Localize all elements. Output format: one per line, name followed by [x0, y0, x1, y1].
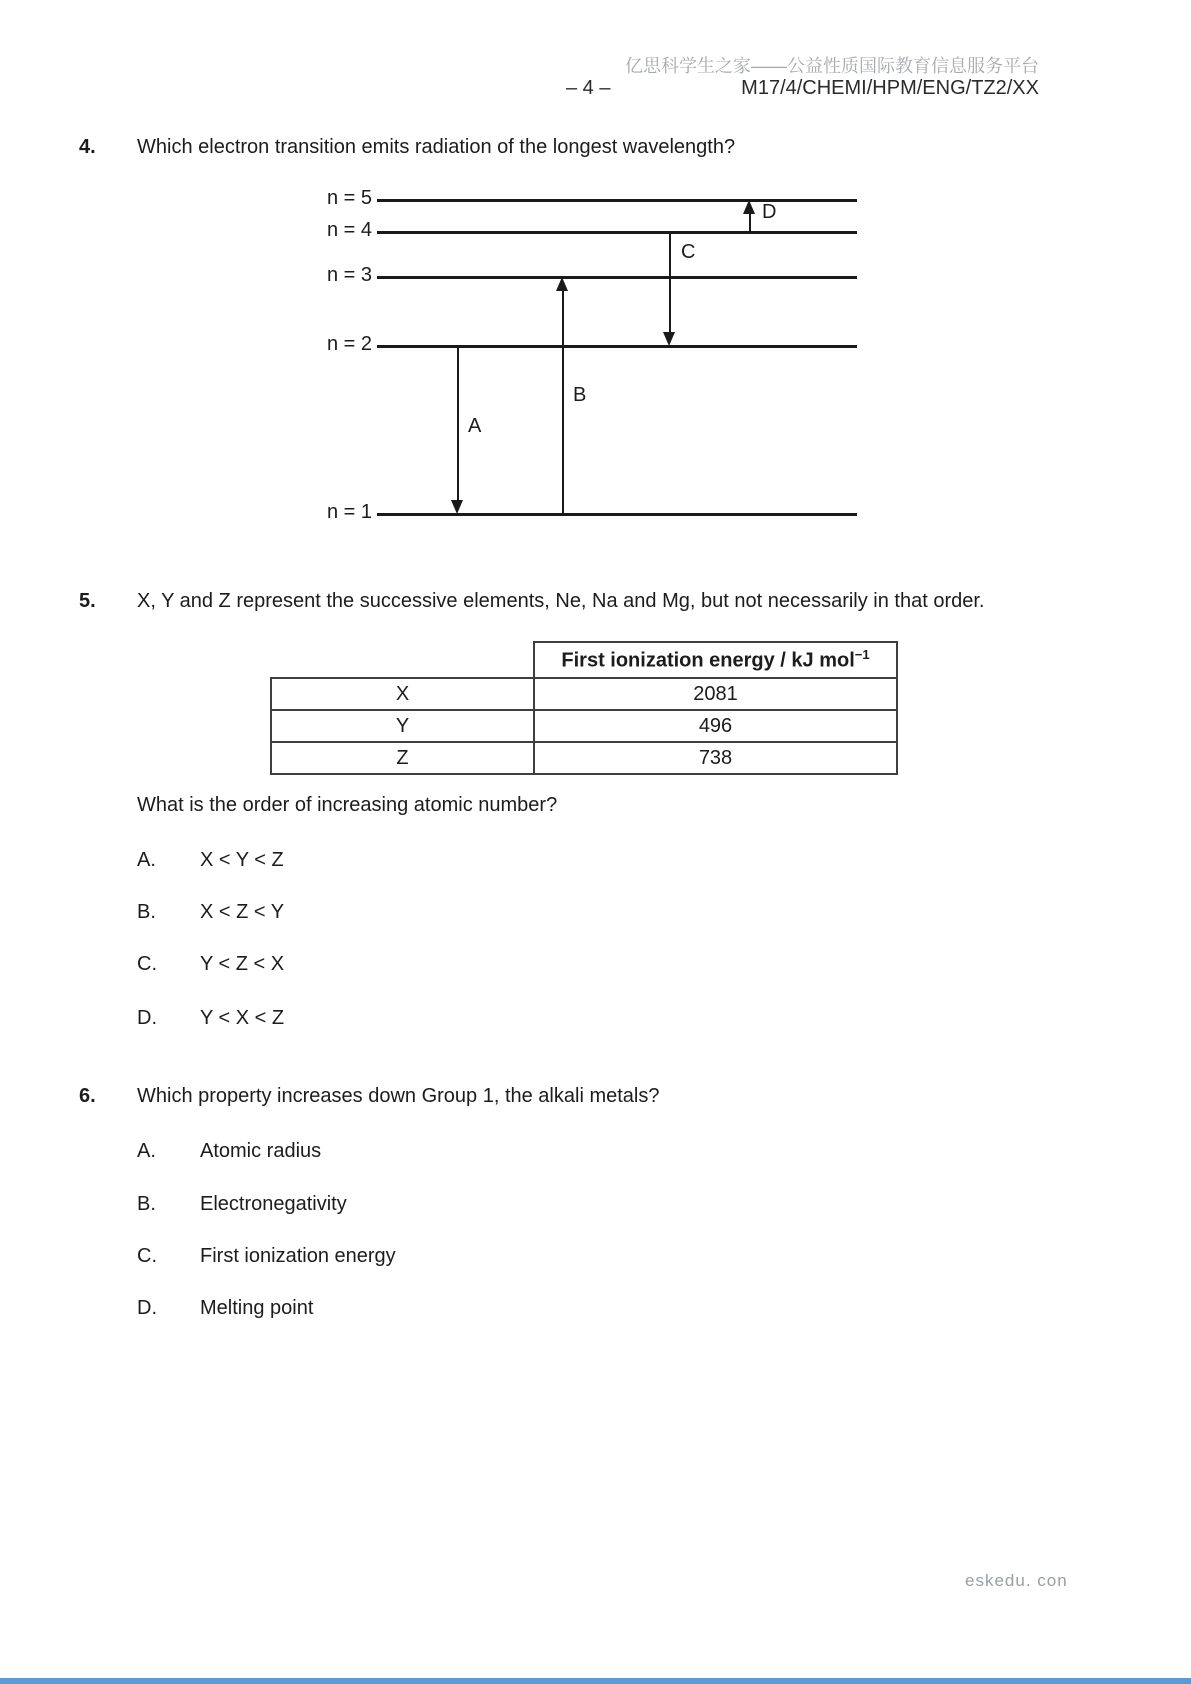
- energy-level-label-3: n = 3: [326, 264, 372, 286]
- table-row: [271, 710, 897, 742]
- energy-level-line-2: [377, 345, 857, 348]
- transition-arrow-a: [457, 346, 460, 503]
- option-letter: C.: [137, 953, 157, 975]
- question-4-text: Which electron transition emits radiation of the longest wavelength?: [137, 136, 736, 158]
- footer-watermark: eskedu. con: [965, 1571, 1068, 1590]
- energy-level-line-3: [377, 276, 857, 279]
- table-header-superscript: −1: [854, 647, 870, 663]
- question-5-text: X, Y and Z represent the successive elements, Ne, Na and Mg, but not necessarily in that order.: [137, 590, 985, 612]
- arrow-head-c: [663, 332, 675, 346]
- energy-level-label-4: n = 4: [326, 219, 372, 241]
- arrow-head-b: [556, 277, 568, 291]
- question-4-number: 4.: [79, 136, 96, 158]
- table-header-cell: [534, 642, 897, 678]
- bottom-accent-bar: [0, 1678, 1191, 1684]
- arrow-label-a: A: [468, 415, 482, 437]
- option-text: Melting point: [200, 1297, 314, 1319]
- table-header-label: First ionization energy / kJ mol: [561, 649, 855, 672]
- transition-arrow-d: [749, 211, 752, 232]
- table-row: [271, 678, 897, 710]
- ionization-energy-table: [270, 641, 898, 775]
- arrow-label-c: C: [681, 241, 696, 263]
- option-text: Y < Z < X: [200, 953, 285, 975]
- energy-level-line-1: [377, 513, 857, 516]
- value-cell: 2081: [534, 678, 897, 710]
- page-number: – 4 –: [566, 77, 611, 99]
- option-letter: B.: [137, 901, 156, 923]
- option-letter: B.: [137, 1193, 156, 1215]
- value-cell: 496: [534, 710, 897, 742]
- arrow-head-d: [743, 200, 755, 214]
- arrow-label-d: D: [762, 201, 777, 223]
- option-letter: D.: [137, 1297, 157, 1319]
- energy-level-label-2: n = 2: [326, 333, 372, 355]
- table-header-empty-cell: [271, 642, 534, 678]
- table-header-row: [271, 642, 897, 678]
- option-text: X < Z < Y: [200, 901, 285, 923]
- option-text: Y < X < Z: [200, 1007, 285, 1029]
- energy-level-label-1: n = 1: [326, 501, 372, 523]
- paper-code: M17/4/CHEMI/HPM/ENG/TZ2/XX: [741, 77, 1039, 99]
- element-cell: Z: [271, 742, 534, 774]
- energy-level-line-5: [377, 199, 857, 202]
- question-6-text: Which property increases down Group 1, the alkali metals?: [137, 1085, 660, 1107]
- option-text: Atomic radius: [200, 1140, 322, 1162]
- option-letter: A.: [137, 849, 156, 871]
- question-6-number: 6.: [79, 1085, 96, 1107]
- element-cell: X: [271, 678, 534, 710]
- chinese-watermark: 亿思科学生之家——公益性质国际教育信息服务平台: [625, 56, 1039, 76]
- energy-level-label-5: n = 5: [326, 187, 372, 209]
- arrow-head-a: [451, 500, 463, 514]
- transition-arrow-b: [562, 288, 565, 514]
- option-text: X < Y < Z: [200, 849, 284, 871]
- question-5-number: 5.: [79, 590, 96, 612]
- question-5-prompt: What is the order of increasing atomic number?: [137, 794, 558, 816]
- arrow-label-b: B: [573, 384, 587, 406]
- option-letter: A.: [137, 1140, 156, 1162]
- value-cell: 738: [534, 742, 897, 774]
- option-letter: D.: [137, 1007, 157, 1029]
- option-letter: C.: [137, 1245, 157, 1267]
- energy-level-line-4: [377, 231, 857, 234]
- transition-arrow-c: [669, 232, 672, 335]
- option-text: First ionization energy: [200, 1245, 396, 1267]
- element-cell: Y: [271, 710, 534, 742]
- option-text: Electronegativity: [200, 1193, 347, 1215]
- table-row: [271, 742, 897, 774]
